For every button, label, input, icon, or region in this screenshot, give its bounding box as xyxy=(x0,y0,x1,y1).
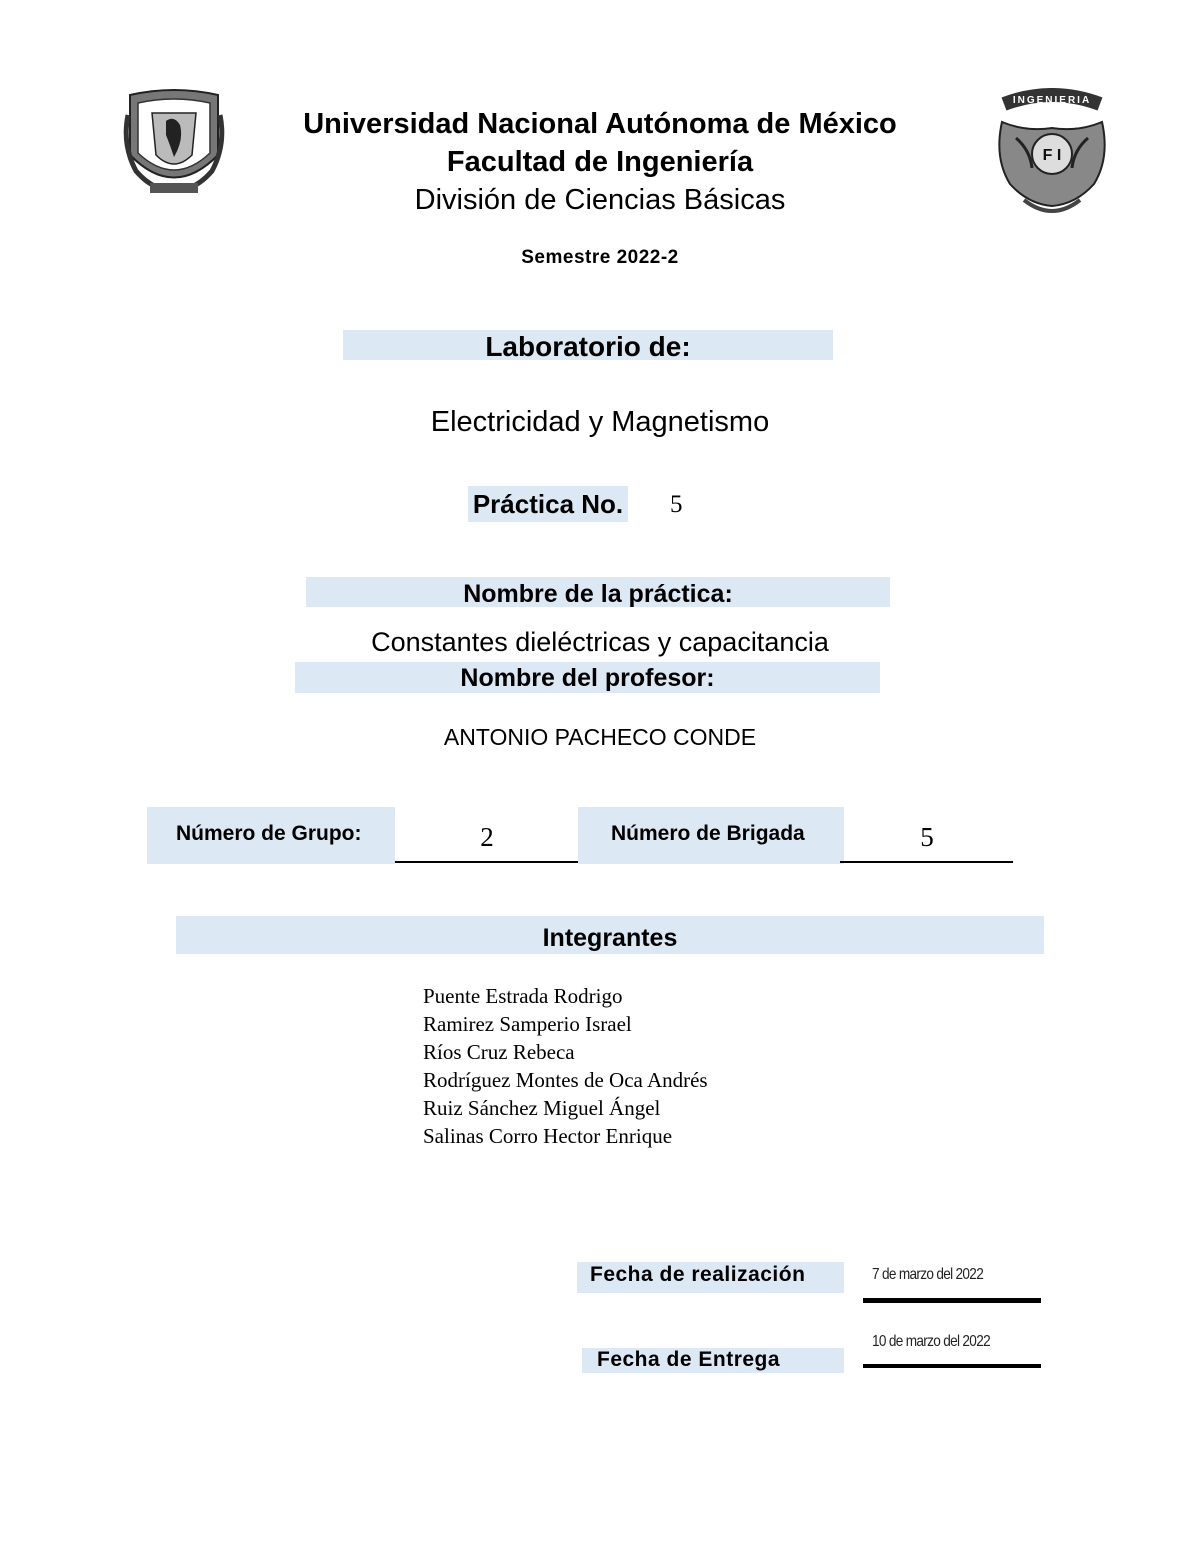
practice-name: Constantes dieléctricas y capacitancia xyxy=(371,627,829,657)
brigade-underline xyxy=(840,861,1013,863)
lab-subject: Electricidad y Magnetismo xyxy=(430,406,770,438)
practice-name-label: Nombre de la práctica: xyxy=(306,577,890,607)
group-underline xyxy=(395,861,579,863)
realization-date: 7 de marzo del 2022 xyxy=(872,1266,984,1283)
semester: Semestre 2022-2 xyxy=(521,247,679,268)
group-value: 2 xyxy=(480,822,494,852)
professor-label: Nombre del profesor: xyxy=(295,662,880,693)
group-label: Número de Grupo: xyxy=(176,822,362,845)
brigade-value: 5 xyxy=(920,822,934,852)
realization-date-label: Fecha de realización xyxy=(590,1263,806,1286)
practice-number-label: Práctica No. xyxy=(468,486,628,522)
list-item: Ramirez Samperio Israel xyxy=(423,1012,632,1036)
list-item: Ruiz Sánchez Miguel Ángel xyxy=(423,1096,661,1120)
list-item: Ríos Cruz Rebeca xyxy=(423,1040,575,1064)
list-item: Puente Estrada Rodrigo xyxy=(423,984,623,1008)
members-label: Integrantes xyxy=(176,916,1044,954)
list-item: Rodríguez Montes de Oca Andrés xyxy=(423,1068,708,1092)
practice-number: 5 xyxy=(670,491,683,518)
faculty-name: Facultad de Ingeniería xyxy=(446,146,754,178)
lab-label: Laboratorio de: xyxy=(343,330,833,360)
members-list xyxy=(423,982,708,1150)
delivery-underline xyxy=(863,1364,1041,1368)
division-name: División de Ciencias Básicas xyxy=(414,184,786,216)
list-item: Salinas Corro Hector Enrique xyxy=(423,1124,673,1148)
unam-seal-logo xyxy=(122,85,226,200)
delivery-date-label: Fecha de Entrega xyxy=(597,1348,781,1371)
professor-name: ANTONIO PACHECO CONDE xyxy=(443,724,757,750)
fi-seal-text: INGENIERIA xyxy=(1012,95,1092,106)
svg-text:F I: F I xyxy=(1042,147,1062,164)
delivery-date: 10 de marzo del 2022 xyxy=(872,1333,990,1350)
brigade-label: Número de Brigada xyxy=(611,822,805,845)
realization-underline xyxy=(863,1298,1041,1303)
university-name: Universidad Nacional Autónoma de México xyxy=(303,108,897,140)
